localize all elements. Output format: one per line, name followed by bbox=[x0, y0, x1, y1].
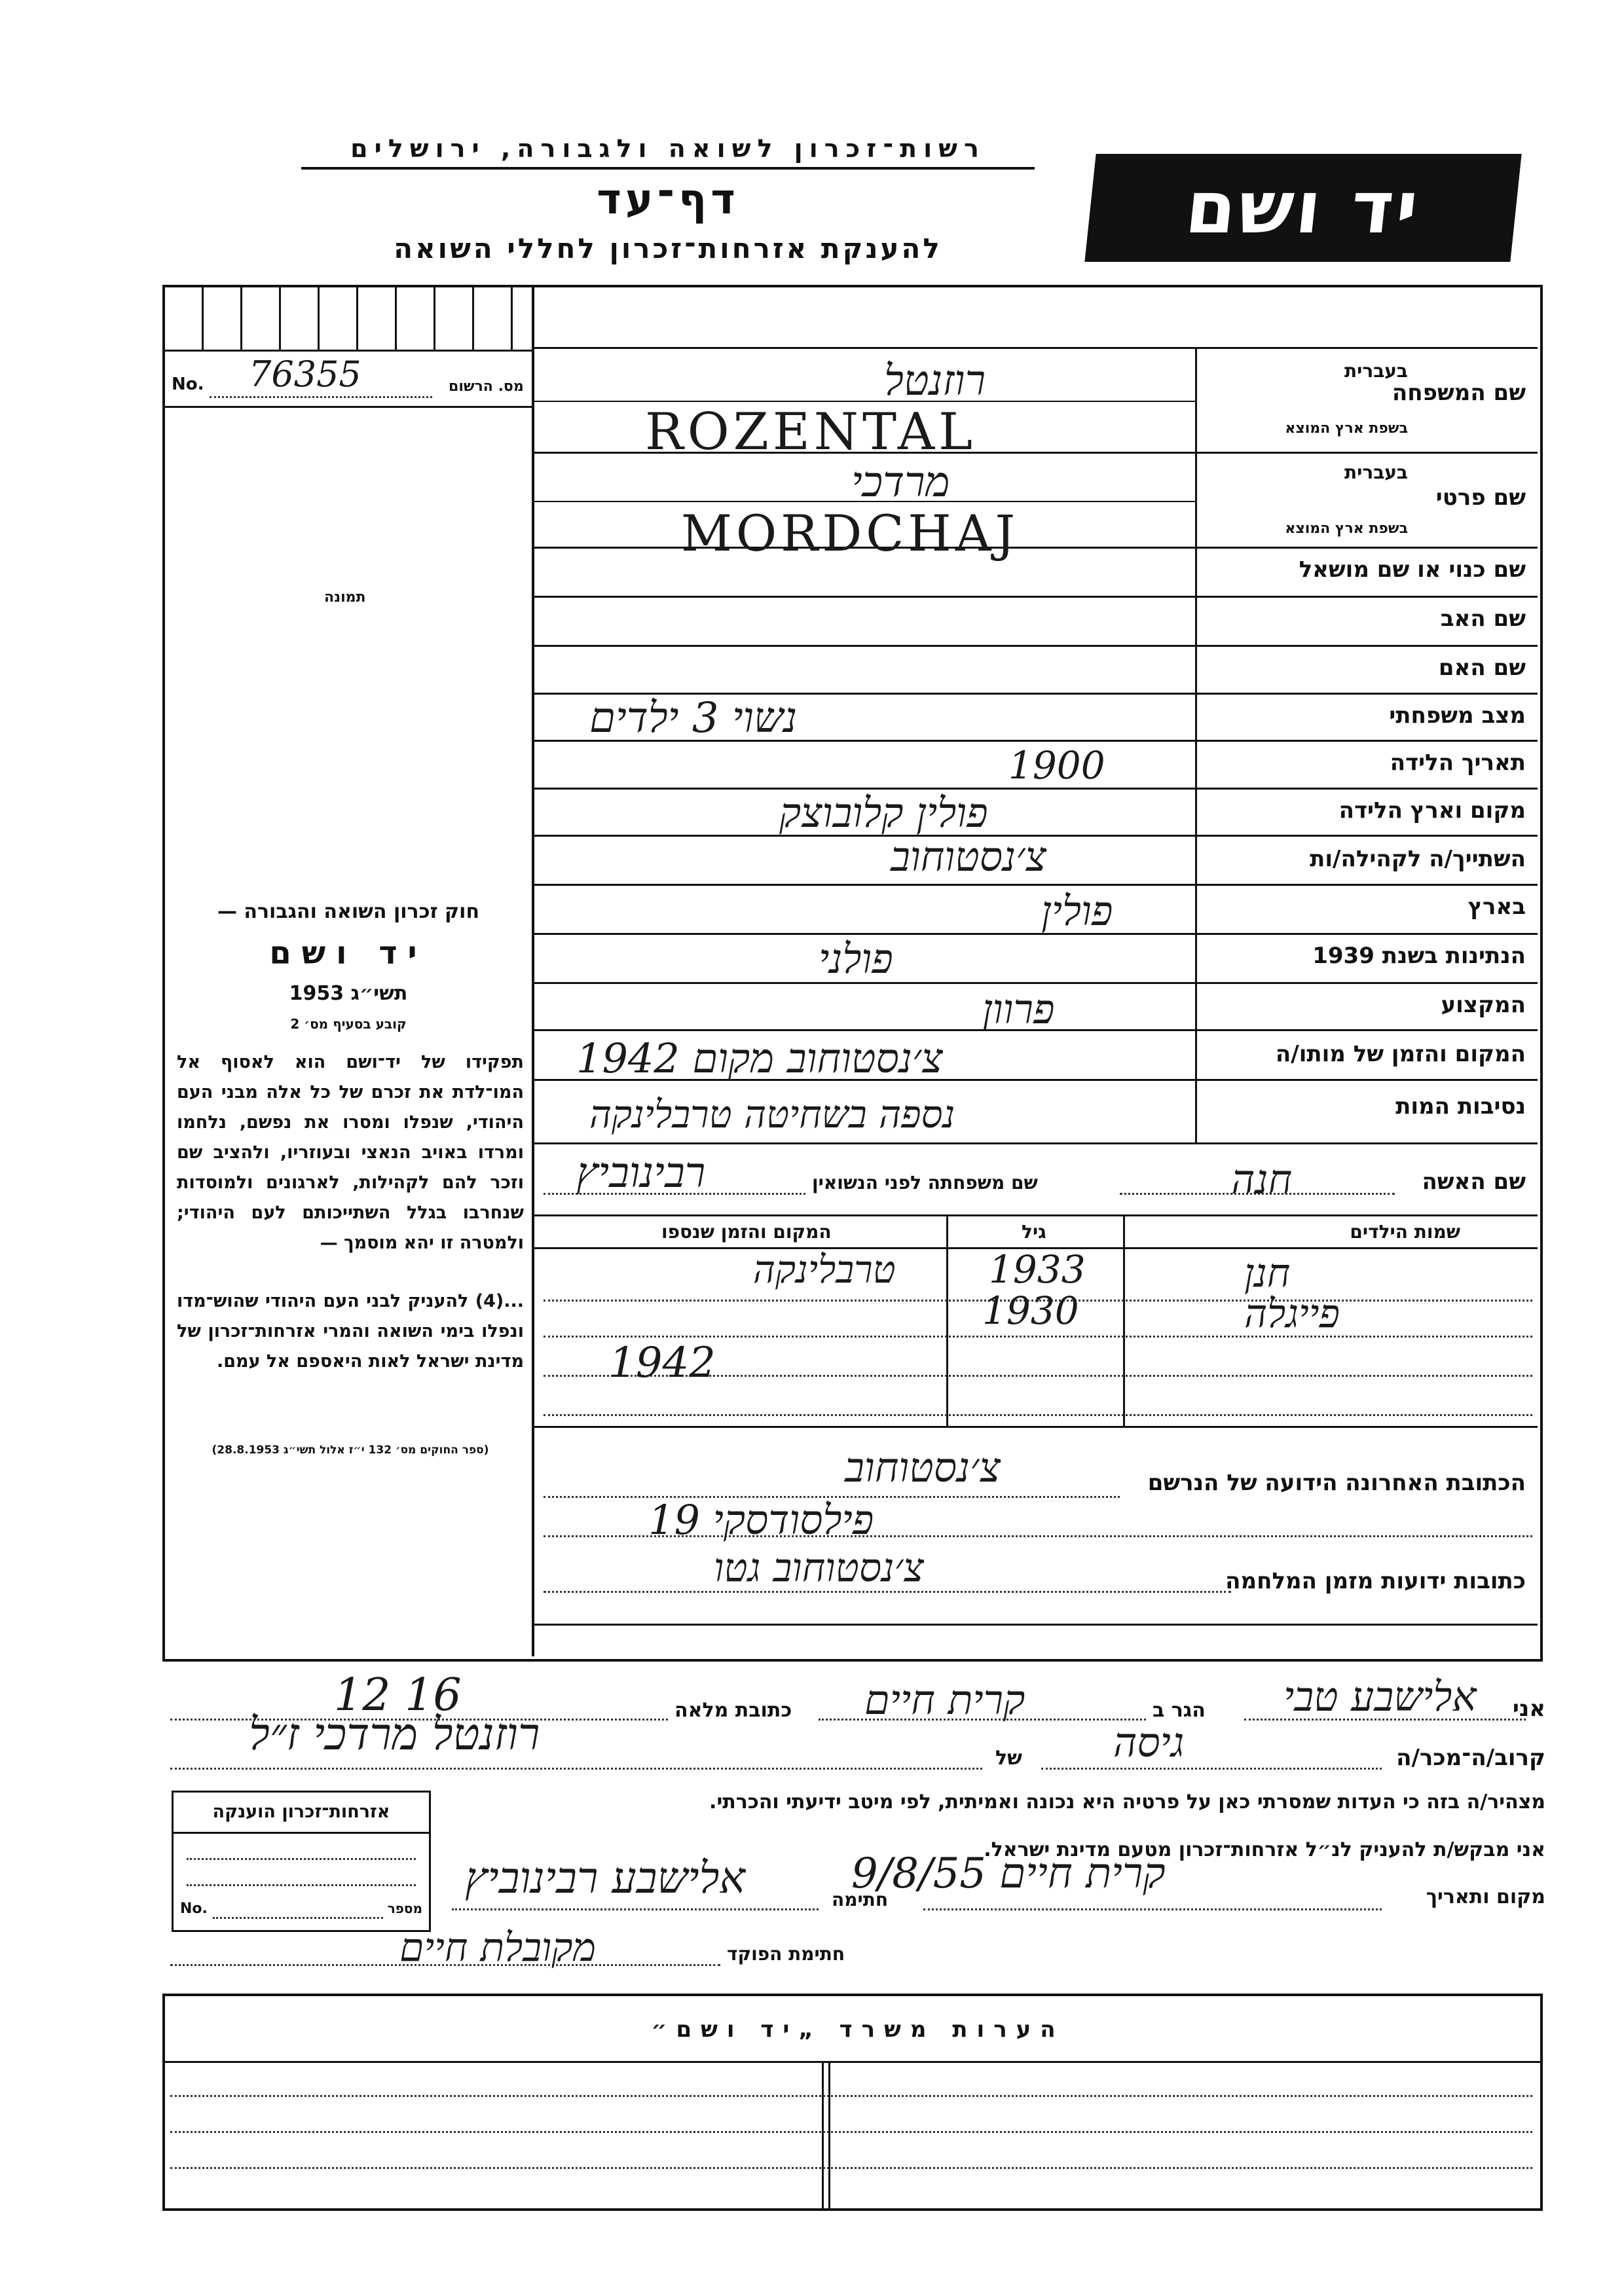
half-row-line bbox=[534, 401, 1195, 402]
family-name-he-value[interactable]: רוזנטל bbox=[884, 357, 986, 405]
family-status-value[interactable]: נשוי 3 ילדים bbox=[589, 694, 798, 742]
yad-vashem-logo bbox=[1084, 154, 1521, 262]
birth-date-label: תאריך הלידה bbox=[1390, 750, 1526, 776]
family-name-latin-value[interactable]: ROZENTAL bbox=[645, 403, 976, 462]
declaration-text: מצהיר/ה בזה כי העדות שמסרתי כאן על פרטיה היא נכונה ואמיתית, לפי מיטב ידיעתי והכרתי. bbox=[709, 1791, 1545, 1813]
last-address-value-1[interactable]: צ׳נסטוחוב bbox=[845, 1444, 1001, 1491]
fields-top-line bbox=[534, 347, 1538, 349]
address-bottom-line bbox=[534, 1624, 1538, 1626]
office-notes-title: הערות משרד „יד ושם״ bbox=[651, 2016, 1065, 2043]
country-value[interactable]: פולין bbox=[1041, 887, 1113, 935]
country-label: בארץ bbox=[1467, 894, 1526, 920]
birth-place-value[interactable]: פולין קלובוצק bbox=[779, 789, 988, 837]
relative-value[interactable]: גיסה bbox=[1113, 1719, 1185, 1766]
registration-dots bbox=[210, 396, 432, 398]
first-name-origin-lang: בשפת ארץ המוצא bbox=[1285, 520, 1408, 537]
form-title: דף־עד bbox=[597, 175, 739, 224]
registration-no-label: No. bbox=[172, 374, 204, 394]
father-label: שם האב bbox=[1440, 606, 1526, 632]
maiden-name-label: שם משפחתה לפני הנשואין bbox=[812, 1172, 1038, 1194]
signature-label: חתימה bbox=[832, 1889, 889, 1910]
maiden-value[interactable]: רבינוביץ bbox=[576, 1149, 706, 1197]
family-name-label: שם המשפחה bbox=[1392, 380, 1526, 406]
signature-dots bbox=[452, 1908, 819, 1910]
authority-underline bbox=[301, 167, 1035, 170]
left-column-divider bbox=[532, 285, 534, 1656]
mother-label: שם האם bbox=[1438, 655, 1526, 681]
wife-value[interactable]: חנה bbox=[1231, 1156, 1293, 1203]
law-clause-text: תפקידו של יד־ושם הוא לאסוף אל המו־לדת את זכרם של כל אלה מבני העם היהודי, שנפלו ומסרו את נפשם, נלחמו ומרדו באויב הנאצי ובעוזריו, ולהציב שם וזכר להם לקהילות, לארגונים ולמוסדות שנחרבו בגלל השתייכותם לעם היהודי; ולמטרה זו יהא מוסמך — bbox=[177, 1052, 524, 1253]
citizenship-number-dots bbox=[213, 1917, 383, 1919]
child-place[interactable]: טרבלינקה bbox=[753, 1247, 896, 1292]
row-line bbox=[534, 596, 1538, 598]
row-line bbox=[534, 645, 1538, 647]
birth-date-value[interactable]: 1900 bbox=[1008, 743, 1105, 788]
children-bottom-line bbox=[534, 1426, 1538, 1428]
row-line bbox=[534, 1142, 1538, 1144]
family-name-in-hebrew: בעברית bbox=[1344, 360, 1408, 382]
officer-signature-label: חתימת הפוקד bbox=[727, 1943, 845, 1965]
declarant-i-value[interactable]: אלישבע טבי bbox=[1283, 1673, 1477, 1721]
citizenship-no-label: No. bbox=[180, 1901, 208, 1917]
death-cause-value[interactable]: נספה בשחיטה טרבלינקה bbox=[589, 1092, 955, 1137]
row-line bbox=[534, 1214, 1538, 1216]
relative-dots bbox=[1041, 1768, 1382, 1770]
logo-text: יד ושם bbox=[1181, 166, 1425, 249]
law-source: (ספר החוקים מס׳ 132 י״ז אלול תשי״ג 28.8.1953) bbox=[212, 1444, 489, 1457]
row-line bbox=[534, 884, 1538, 886]
war-address-value[interactable]: צ׳נסטוחוב גטו bbox=[714, 1545, 924, 1591]
death-cause-label: נסיבות המות bbox=[1395, 1093, 1526, 1120]
child-age[interactable]: 1930 bbox=[982, 1288, 1079, 1333]
law-clause-4: ...(4) להעניק לבני העם היהודי שהוש־מדו ונפלו בימי השואה והמרי אזרחות־זכרון של מדינת ישראל לאות היאספם אל עמם. bbox=[177, 1291, 524, 1372]
children-row-dots bbox=[544, 1414, 1532, 1416]
citizenship-number-label: מספר bbox=[387, 1901, 422, 1916]
nationality-value[interactable]: פולני bbox=[819, 935, 893, 983]
war-address-dots bbox=[544, 1591, 1231, 1593]
first-name-label: שם פרטי bbox=[1435, 484, 1526, 511]
community-value[interactable]: צ׳נסטוחוב bbox=[891, 833, 1046, 881]
death-place-label: המקום והזמן של מותו/ה bbox=[1275, 1041, 1526, 1067]
citizenship-box-title-line bbox=[174, 1832, 429, 1834]
full-address-value[interactable]: 12 16 bbox=[334, 1669, 462, 1721]
nationality-label: הנתינות בשנת 1939 bbox=[1312, 943, 1526, 969]
last-address-label: הכתובת האחרונה הידועה של הנרשם bbox=[1147, 1470, 1526, 1496]
resides-value[interactable]: קרית חיים bbox=[864, 1676, 1025, 1724]
resides-label: הגר ב bbox=[1153, 1699, 1206, 1722]
law-heading: חוק זכרון השואה והגבורה — bbox=[217, 900, 480, 923]
nickname-label: שם כנוי או שם מושאל bbox=[1299, 556, 1526, 583]
registration-bottom-line bbox=[165, 406, 532, 408]
full-address-label: כתובת מלאה bbox=[674, 1699, 792, 1722]
of-value[interactable]: רוזנטל מרדכי ז״ל bbox=[249, 1709, 540, 1760]
death-place-value[interactable]: צ׳נסטוחוב מקום 1942 bbox=[576, 1034, 943, 1082]
registration-number: 76355 bbox=[249, 354, 361, 395]
place-date-value[interactable]: קרית חיים 9/8/55 bbox=[851, 1850, 1166, 1898]
relative-label: קרוב/ה־מכר/ה bbox=[1396, 1745, 1545, 1771]
registration-label: מס. הרשום bbox=[449, 378, 524, 395]
row-line bbox=[534, 788, 1538, 790]
of-dots bbox=[170, 1768, 982, 1770]
children-col-place: המקום והזמן שנספו bbox=[661, 1221, 832, 1243]
last-address-value-2[interactable]: פילסודסקי 19 bbox=[648, 1496, 874, 1544]
child-name[interactable]: חנן bbox=[1244, 1250, 1291, 1296]
war-address-label: כתובות ידועות מזמן המלחמה bbox=[1225, 1568, 1526, 1594]
registration-boxes bbox=[165, 287, 532, 352]
children-col-names: שמות הילדים bbox=[1350, 1221, 1460, 1243]
citizenship-box-dots bbox=[187, 1884, 416, 1886]
office-notes-frame bbox=[162, 1994, 1543, 2211]
children-col-age: גיל bbox=[1022, 1221, 1046, 1243]
profession-label: המקצוע bbox=[1441, 992, 1526, 1018]
authority-line: רשות־זכרון לשואה ולגבורה, ירושלים bbox=[350, 134, 986, 163]
form-subtitle: להענקת אזרחות־זכרון לחללי השואה bbox=[394, 232, 942, 264]
birth-place-label: מקום וארץ הלידה bbox=[1338, 797, 1526, 824]
child-name[interactable]: פייגלה bbox=[1244, 1291, 1340, 1337]
citizenship-box-dots bbox=[187, 1858, 416, 1860]
law-clause-ref: קובע בסעיף מס׳ 2 bbox=[290, 1016, 407, 1032]
first-name-he-value[interactable]: מרדכי bbox=[851, 458, 950, 507]
citizenship-box bbox=[172, 1791, 431, 1932]
child-place[interactable]: 1942 bbox=[609, 1339, 716, 1387]
request-text: אני מבקש/ת להעניק לנ״ל אזרחות־זכרון מטעם מדינת ישראל. bbox=[984, 1838, 1545, 1861]
officer-signature-value[interactable]: מקובלת חיים bbox=[399, 1925, 597, 1971]
citizenship-box-title: אזרחות־זכרון הוענקה bbox=[212, 1802, 390, 1822]
wife-label: שם האשה bbox=[1422, 1169, 1526, 1195]
first-name-latin-value[interactable]: MORDCHAJ bbox=[681, 504, 1020, 562]
label-column-divider bbox=[1195, 349, 1197, 1144]
law-name: יד ושם bbox=[269, 935, 428, 972]
profession-value[interactable]: פרוון bbox=[982, 985, 1055, 1033]
first-name-in-hebrew: בעברית bbox=[1344, 462, 1408, 483]
declarant-i-label: אני bbox=[1512, 1696, 1545, 1722]
family-name-origin-lang: בשפת ארץ המוצא bbox=[1285, 420, 1408, 437]
row-line bbox=[534, 982, 1538, 984]
community-label: השתייך/ה לקהילה/ות bbox=[1310, 846, 1526, 872]
row-line bbox=[534, 933, 1538, 935]
place-date-label: מקום ותאריך bbox=[1426, 1886, 1545, 1908]
photo-label: תמונה bbox=[324, 589, 366, 606]
children-row-dots bbox=[544, 1336, 1532, 1338]
signature-value[interactable]: אלישבע רבינוביץ bbox=[465, 1853, 746, 1903]
place-date-dots bbox=[923, 1908, 1382, 1910]
law-year: תשי״ג 1953 bbox=[289, 982, 408, 1005]
family-status-label: מצב משפחתי bbox=[1389, 702, 1526, 729]
child-age[interactable]: 1933 bbox=[989, 1247, 1086, 1292]
of-label: של bbox=[995, 1747, 1022, 1770]
